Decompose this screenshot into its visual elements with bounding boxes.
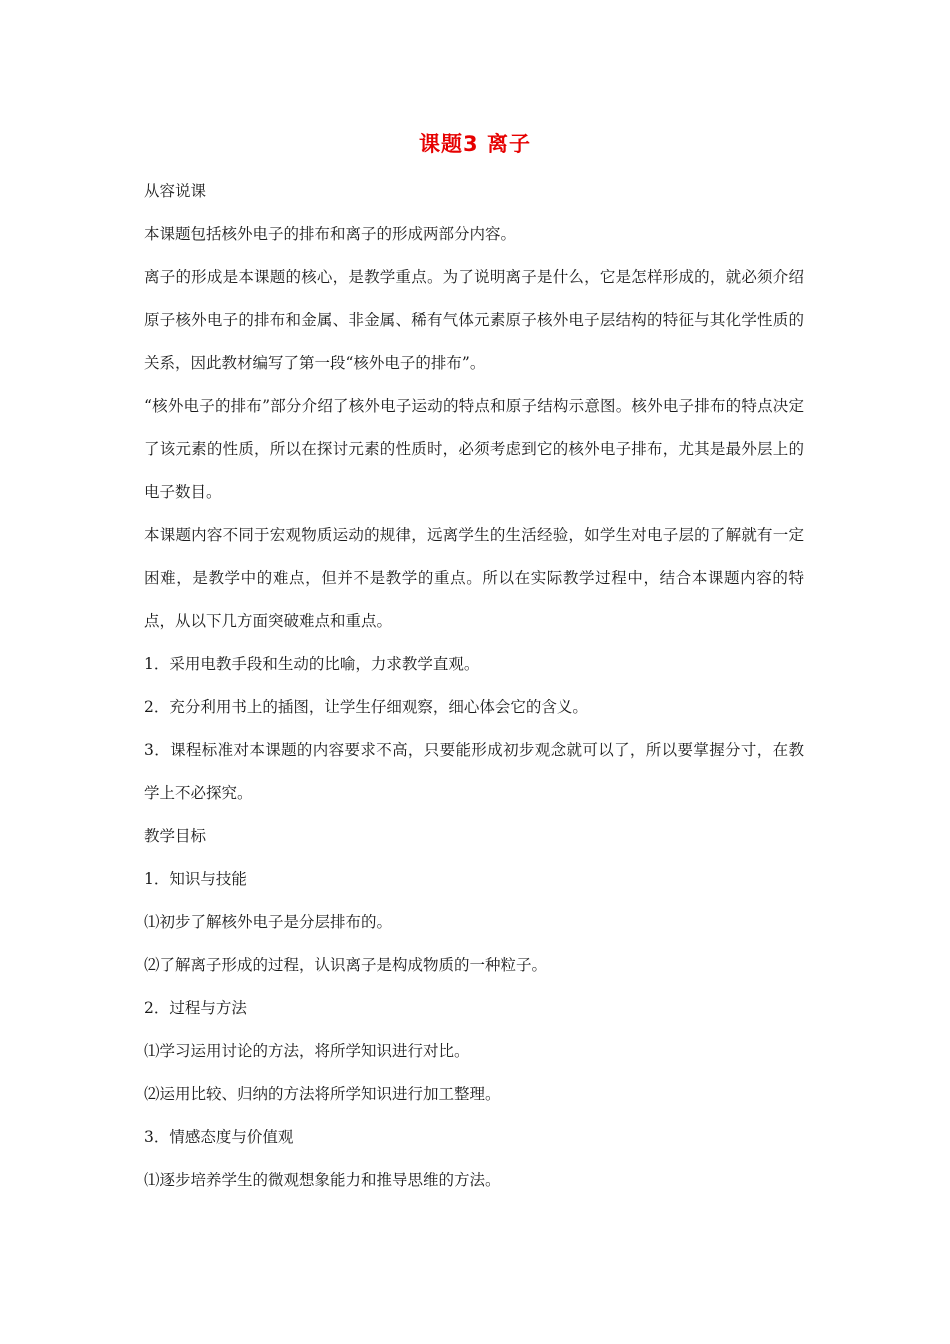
list-item: ⑵运用比较、归纳的方法将所学知识进行加工整理。 [144,1085,501,1103]
list-item: ⑴初步了解核外电子是分层排布的。 [144,913,393,931]
list-item: ⑴学习运用讨论的方法，将所学知识进行对比。 [144,1042,470,1060]
subheading: 1．知识与技能 [144,870,247,888]
paragraph: 本课题内容不同于宏观物质运动的规律，远离学生的生活经验，如学生对电子层的了解就有一定困难，是教学中的难点，但并不是教学的重点。所以在实际教学过程中，结合本课题内容的特点，从以下几方面突破难点和重点。 [144,526,804,630]
paragraph: “核外电子的排布”部分介绍了核外电子运动的特点和原子结构示意图。核外电子排布的特点决定了该元素的性质，所以在探讨元素的性质时，必须考虑到它的核外电子排布，尤其是最外层上的电子数目。 [144,397,804,501]
subheading: 2．过程与方法 [144,999,247,1017]
paragraph: 离子的形成是本课题的核心，是教学重点。为了说明离子是什么，它是怎样形成的，就必须介绍原子核外电子的排布和金属、非金属、稀有气体元素原子核外电子层结构的特征与其化学性质的关系，因此教材编写了第一段“核外电子的排布”。 [144,268,804,372]
list-item: ⑵了解离子形成的过程，认识离子是构成物质的一种粒子。 [144,956,548,974]
list-item: ⑴逐步培养学生的微观想象能力和推导思维的方法。 [144,1171,501,1189]
document-body [144,170,804,1202]
subheading: 3．情感态度与价值观 [144,1128,294,1146]
document-title: 课题3 离子 [419,132,531,156]
list-item: 1．采用电教手段和生动的比喻，力求教学直观。 [144,655,480,673]
section-heading-intro: 从容说课 [144,182,207,200]
list-item: 2．充分利用书上的插图，让学生仔细观察，细心体会它的含义。 [144,698,588,716]
list-item: 3．课程标准对本课题的内容要求不高，只要能形成初步观念就可以了，所以要掌握分寸，在教学上不必探究。 [144,741,804,802]
paragraph: 本课题包括核外电子的排布和离子的形成两部分内容。 [144,225,517,243]
section-heading-goals: 教学目标 [144,827,207,845]
